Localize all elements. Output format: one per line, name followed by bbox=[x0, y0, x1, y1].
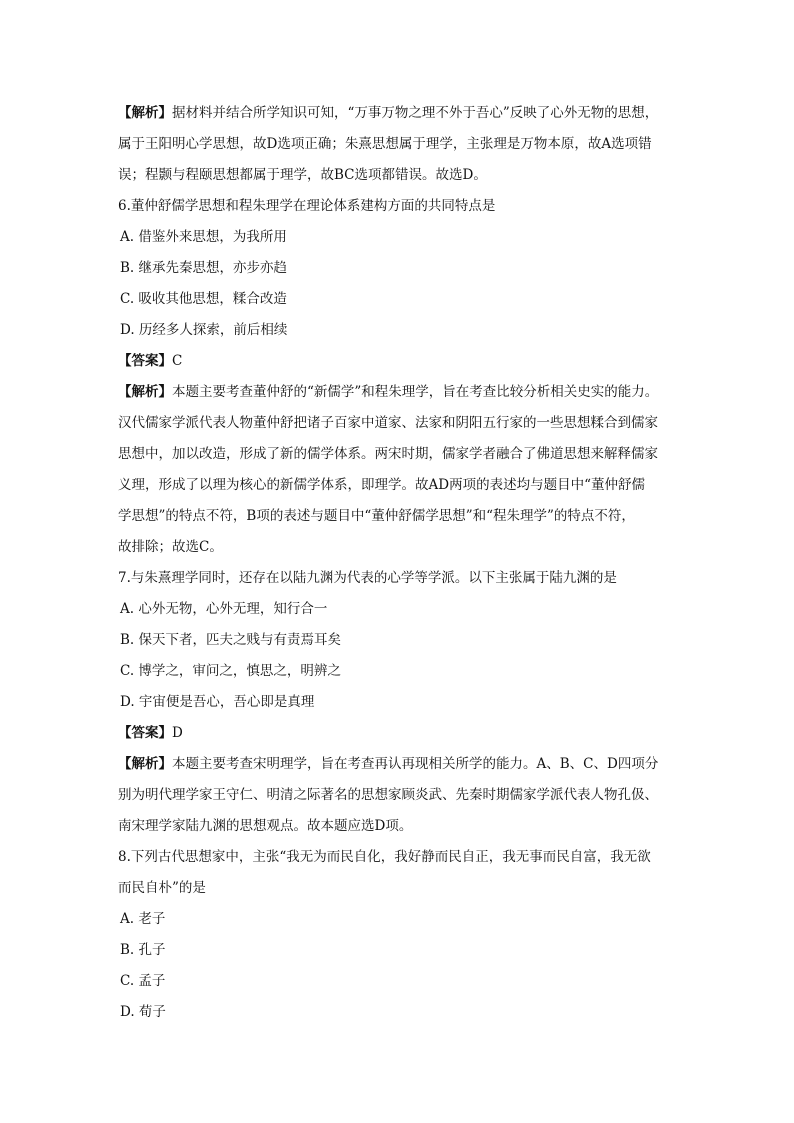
q7-option-b: B. 保天下者，匹夫之贱与有责焉耳矣 bbox=[120, 632, 342, 648]
q5-analysis-text: 据材料并结合所学知识可知，“万事万物之理不外于吾心”反映了心外无物的思想， bbox=[172, 105, 659, 121]
q8-option-d: D. 荀子 bbox=[120, 1004, 166, 1020]
q7-option-a: A. 心外无物，心外无理，知行合一 bbox=[120, 601, 328, 617]
q6-analysis-line-3: 思想中，加以改造，形成了新的儒学体系。两宋时期，儒家学者融合了佛道思想来解释儒家 bbox=[118, 446, 658, 462]
document-content bbox=[118, 98, 688, 1028]
q6-option-d: D. 历经多人探索，前后相续 bbox=[120, 322, 288, 338]
q6-analysis-line-5: 学思想”的特点不符，B项的表述与题目中“董仲舒儒学思想”和“程朱理学”的特点不符， bbox=[118, 508, 635, 524]
q6-analysis-line-2: 汉代儒家学派代表人物董仲舒把诸子百家中道家、法家和阴阳五行家的一些思想糅合到儒家 bbox=[118, 415, 658, 431]
q6-analysis-line-1 bbox=[118, 377, 688, 408]
q6-answer-tag: 【答案】 bbox=[118, 353, 172, 369]
q5-analysis-line-1 bbox=[118, 98, 688, 129]
q6-option-a: A. 借鉴外来思想，为我所用 bbox=[120, 229, 287, 245]
q7-answer bbox=[118, 718, 688, 749]
q8-option-b: B. 孔子 bbox=[120, 942, 166, 958]
q6-analysis-line-6: 故排除；故选C。 bbox=[118, 539, 223, 555]
q7-analysis-line-2: 别为明代理学家王守仁、明清之际著名的思想家顾炎武、先秦时期儒家学派代表人物孔伋、 bbox=[118, 787, 658, 803]
q7-option-d: D. 宇宙便是吾心，吾心即是真理 bbox=[120, 694, 315, 710]
q6-answer bbox=[118, 346, 688, 377]
q7-analysis-line-1 bbox=[118, 749, 688, 780]
q7-analysis-text: 本题主要考查宋明理学，旨在考查再认再现相关所学的能力。A、B、C、D四项分 bbox=[172, 756, 659, 772]
q7-question: 7.与朱熹理学同时，还存在以陆九渊为代表的心学等学派。以下主张属于陆九渊的是 bbox=[118, 570, 617, 586]
q7-answer-value: D bbox=[172, 725, 183, 741]
q7-analysis-tag: 【解析】 bbox=[118, 756, 172, 772]
q6-answer-value: C bbox=[172, 353, 183, 369]
q6-option-b: B. 继承先秦思想，亦步亦趋 bbox=[120, 260, 288, 276]
q7-option-c: C. 博学之，审问之，慎思之，明辨之 bbox=[120, 663, 341, 679]
q6-option-c: C. 吸收其他思想，糅合改造 bbox=[120, 291, 287, 307]
q8-question-line-2: 而民自朴”的是 bbox=[118, 880, 206, 896]
q6-question: 6.董仲舒儒学思想和程朱理学在理论体系建构方面的共同特点是 bbox=[118, 198, 496, 214]
q6-analysis-tag: 【解析】 bbox=[118, 384, 172, 400]
q8-question-line-1: 8.下列古代思想家中，主张“我无为而民自化，我好静而民自正，我无事而民自富，我无欲 bbox=[118, 849, 651, 865]
q8-option-c: C. 孟子 bbox=[120, 973, 166, 989]
q7-answer-tag: 【答案】 bbox=[118, 725, 172, 741]
q6-analysis-line-4: 义理，形成了以理为核心的新儒学体系，即理学。故AD两项的表述均与题目中“董仲舒儒 bbox=[118, 477, 645, 493]
q5-analysis-line-2: 属于王阳明心学思想，故D选项正确；朱熹思想属于理学，主张理是万物本原，故A选项错 bbox=[118, 136, 652, 152]
q7-analysis-line-3: 南宋理学家陆九渊的思想观点。故本题应选D项。 bbox=[118, 818, 413, 834]
q6-analysis-text: 本题主要考查董仲舒的“新儒学”和程朱理学，旨在考查比较分析相关史实的能力。 bbox=[172, 384, 659, 400]
q5-analysis-tag: 【解析】 bbox=[118, 105, 172, 121]
q8-option-a: A. 老子 bbox=[120, 911, 166, 927]
q5-analysis-line-3: 误；程颢与程颐思想都属于理学，故BC选项都错误。故选D。 bbox=[118, 167, 487, 183]
